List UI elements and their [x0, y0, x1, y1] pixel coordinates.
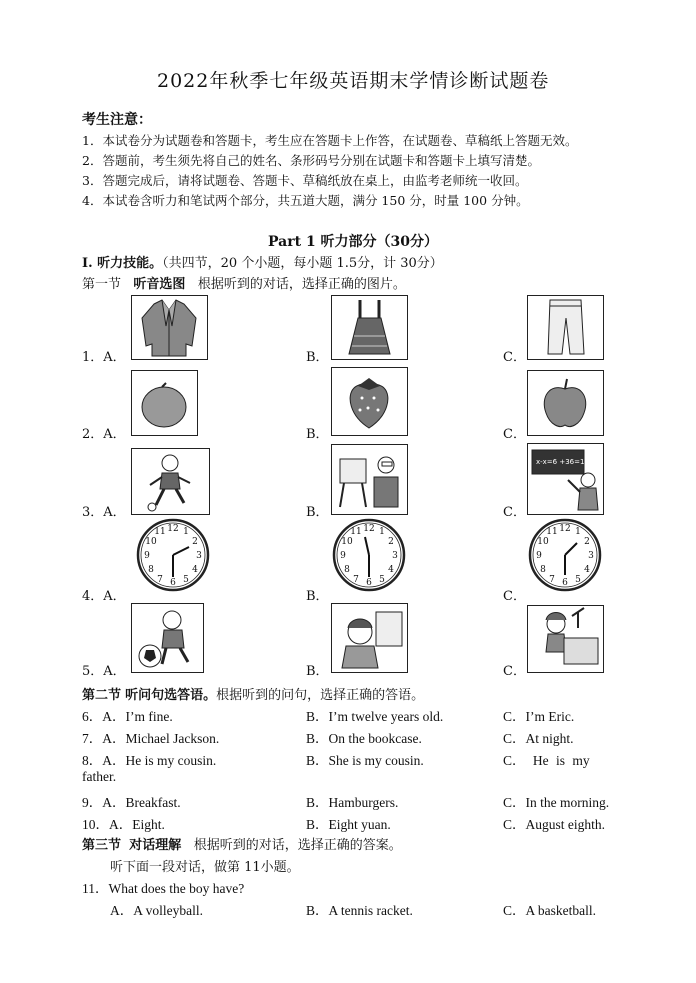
answer-c: C．I’m Eric.	[503, 709, 575, 724]
svg-text:6: 6	[562, 578, 568, 588]
answer-c: C． He is my	[503, 753, 590, 768]
svg-text:3: 3	[196, 551, 202, 561]
option-b: B．	[306, 589, 329, 604]
svg-text:5: 5	[379, 575, 385, 585]
svg-text:4: 4	[388, 565, 394, 575]
page-title: 2022年秋季七年级英语期末学情诊断试题卷	[157, 70, 550, 92]
svg-text:4: 4	[192, 565, 198, 575]
svg-text:9: 9	[536, 551, 542, 561]
answer-c: C．August eighth.	[503, 817, 606, 832]
orange-icon	[131, 370, 198, 436]
section-title: I. 听力技能。	[82, 256, 163, 271]
notice-item: 2．答题前，考生须先将自己的姓名、条形码号分别在试题卡和答题卡上填写清楚。	[82, 153, 540, 168]
s3-title: 对话理解	[129, 838, 182, 853]
svg-text:7: 7	[157, 575, 163, 585]
option-b: B．	[306, 505, 329, 520]
row-num: 2．A．	[82, 427, 126, 442]
s1-title: 听音选图	[133, 277, 186, 292]
option-c: C．	[503, 664, 526, 679]
notice-item: 4．本试卷含听力和笔试两个部分，共五道大题，满分 150 分，时量 100 分钟。	[82, 193, 529, 208]
pants-icon	[527, 295, 604, 360]
s3-intro: 听下面一段对话，做第 11小题。	[110, 860, 300, 875]
answer-c: C．A basketball.	[503, 903, 596, 918]
svg-text:8: 8	[540, 565, 546, 575]
svg-text:10: 10	[145, 537, 157, 547]
svg-text:4: 4	[584, 565, 590, 575]
svg-text:1: 1	[379, 527, 385, 537]
notice-item: 1．本试卷分为试题卷和答题卡，考生应在答题卡上作答，在试题卷、草稿纸上答题无效。	[82, 133, 578, 148]
svg-text:8: 8	[148, 565, 154, 575]
svg-text:x-x=6 +36=168: x-x=6 +36=168	[536, 458, 594, 466]
clock-icon	[527, 517, 603, 593]
boy-soccer-icon	[131, 448, 210, 515]
strawberry-icon	[331, 367, 408, 436]
row-num: 3．A．	[82, 505, 126, 520]
option-c: C．	[503, 350, 526, 365]
option-b: B．	[306, 350, 329, 365]
svg-text:2: 2	[388, 537, 394, 547]
answer-a: A．A volleyball.	[110, 903, 203, 918]
svg-text:11: 11	[154, 527, 166, 537]
answer-a: 8．A．He is my cousin.	[82, 753, 217, 768]
answer-b: B．She is my cousin.	[306, 753, 424, 768]
s1-label: 第一节	[82, 277, 122, 292]
answer-c-wrap: father.	[82, 769, 117, 784]
svg-text:2: 2	[192, 537, 198, 547]
svg-text:6: 6	[366, 578, 372, 588]
math-class-icon	[527, 443, 604, 515]
jacket-icon	[131, 295, 208, 360]
s3-desc: 根据听到的对话，选择正确的答案。	[193, 838, 402, 853]
svg-text:1: 1	[575, 527, 581, 537]
notice-item: 3．答题完成后，请将试题卷、答题卡、草稿纸放在桌上，由监考老师统一收回。	[82, 173, 528, 188]
answer-a: 7．A．Michael Jackson.	[82, 731, 220, 746]
option-c: C．	[503, 589, 526, 604]
svg-text:2: 2	[584, 537, 590, 547]
s1-desc: 根据听到的对话，选择正确的图片。	[197, 277, 406, 292]
row-num: 5．A．	[82, 664, 126, 679]
answer-b: B．Hamburgers.	[306, 795, 399, 810]
s2-desc: 根据听到的问句，选择正确的答语。	[216, 688, 425, 703]
clock-icon	[331, 517, 407, 593]
art-class-icon	[331, 444, 408, 515]
svg-text:8: 8	[344, 565, 350, 575]
option-c: C．	[503, 505, 526, 520]
answer-b: B．On the bookcase.	[306, 731, 422, 746]
apple-icon	[527, 370, 604, 436]
svg-text:9: 9	[340, 551, 346, 561]
svg-text:6: 6	[170, 578, 176, 588]
svg-text:3: 3	[588, 551, 594, 561]
svg-text:7: 7	[549, 575, 555, 585]
option-b: B．	[306, 664, 329, 679]
svg-text:3: 3	[392, 551, 398, 561]
answer-a: 9．A．Breakfast.	[82, 795, 181, 810]
svg-text:10: 10	[341, 537, 353, 547]
s3-label: 第三节	[82, 838, 122, 853]
notice-heading: 考生注意：	[82, 112, 152, 128]
svg-text:11: 11	[350, 527, 362, 537]
svg-text:10: 10	[537, 537, 549, 547]
girl-reading-icon	[331, 603, 408, 673]
s2-label: 第二节	[82, 688, 122, 703]
svg-text:9: 9	[144, 551, 150, 561]
question-11: 11．What does the boy have?	[82, 881, 245, 896]
boy-football-icon	[131, 603, 204, 673]
section-desc: （共四节，20 个小题，每小题 1.5分，计 30分）	[162, 256, 443, 271]
dress-icon	[331, 295, 408, 360]
svg-text:11: 11	[546, 527, 558, 537]
svg-text:12: 12	[363, 524, 375, 534]
svg-text:5: 5	[183, 575, 189, 585]
row-num: 4．A．	[82, 589, 126, 604]
answer-a: 10．A．Eight.	[82, 817, 165, 832]
option-c: C．	[503, 427, 526, 442]
svg-text:5: 5	[575, 575, 581, 585]
section1-line	[82, 252, 443, 271]
part1-heading: Part 1 听力部分（30分）	[268, 234, 439, 250]
answer-b: B．Eight yuan.	[306, 817, 391, 832]
answer-b: B．I’m twelve years old.	[306, 709, 444, 724]
clock-icon	[135, 517, 211, 593]
section2-line	[82, 684, 424, 703]
section3-line	[82, 834, 402, 853]
answer-c: C．In the morning.	[503, 795, 610, 810]
answer-c: C．At night.	[503, 731, 574, 746]
svg-text:1: 1	[183, 527, 189, 537]
option-b: B．	[306, 427, 329, 442]
girl-desk-icon	[527, 605, 604, 673]
svg-text:7: 7	[353, 575, 359, 585]
answer-a: 6．A．I’m fine.	[82, 709, 173, 724]
row-num: 1．A．	[82, 350, 126, 365]
svg-text:12: 12	[559, 524, 571, 534]
svg-text:12: 12	[167, 524, 179, 534]
answer-b: B．A tennis racket.	[306, 903, 413, 918]
s2-title: 听问句选答语。	[125, 688, 217, 703]
subsection1-line	[82, 273, 406, 292]
